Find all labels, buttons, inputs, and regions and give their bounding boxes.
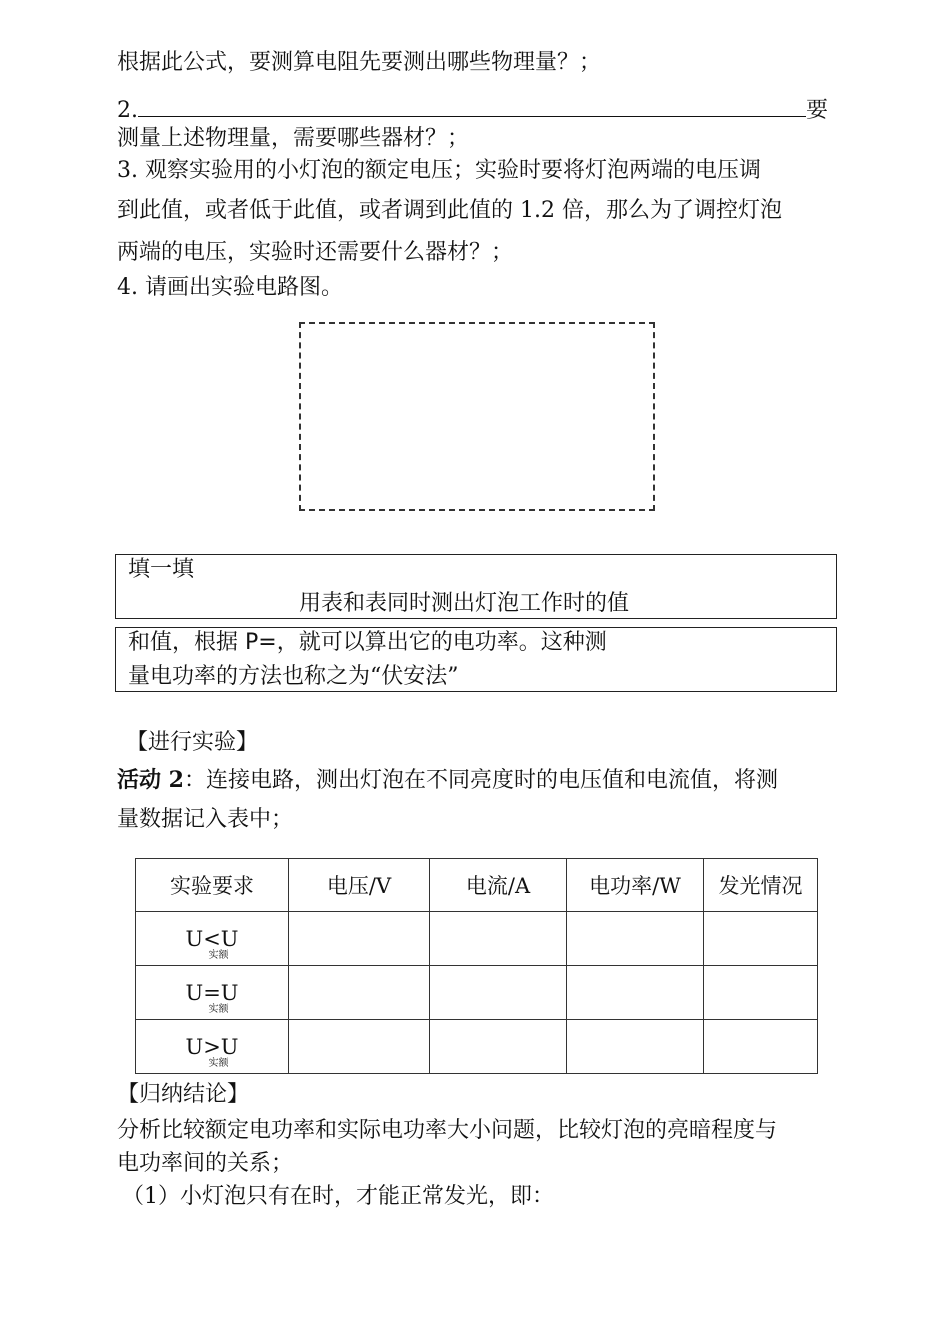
voltage-cell[interactable] [289, 966, 430, 1020]
question-3-line-1: 3. 观察实验用的小灯泡的额定电压；实验时要将灯泡两端的电压调 [117, 158, 761, 183]
activity-label: 活动 2 [117, 767, 184, 793]
question-4: 4. 请画出实验电路图。 [117, 275, 343, 300]
table-header-cell: 电流/A [430, 859, 567, 912]
question-2-text: 测量上述物理量，需要哪些器材？； [117, 126, 470, 151]
fill-box-line-2-suffix: ，就可以算出它的电功率。这种测 [276, 630, 607, 655]
question-3-line-3: 两端的电压，实验时还需要什么器材？； [117, 240, 514, 265]
condition-label: U=U [185, 980, 239, 1005]
power-formula: P= [245, 630, 277, 655]
fill-box-title: 填一填 [128, 557, 195, 582]
voltage-cell[interactable] [289, 912, 430, 966]
condition-label: U>U [185, 1034, 239, 1059]
intro-question: 根据此公式，要测算电阻先要测出哪些物理量？； [117, 50, 602, 75]
brightness-cell[interactable] [704, 912, 818, 966]
brightness-cell[interactable] [704, 966, 818, 1020]
condition-subscript: 实额 [208, 1003, 229, 1015]
circuit-drawing-box[interactable] [299, 322, 655, 511]
power-cell[interactable] [567, 912, 704, 966]
answer-blank[interactable] [138, 94, 806, 117]
power-cell[interactable] [567, 1020, 704, 1074]
question-3-line-2: 到此值，或者低于此值，或者调到此值的 1.2 倍，那么为了调控灯泡 [117, 198, 782, 223]
fill-box-line-1: 用表和表同时测出灯泡工作时的值 [299, 591, 630, 616]
brightness-cell[interactable] [704, 1020, 818, 1074]
fill-box-top [115, 554, 837, 619]
fill-box-line-3: 量电功率的方法也称之为“伏安法” [128, 664, 459, 689]
section-experiment-heading: 【进行实验】 [126, 730, 259, 755]
activity-text-1: ：连接电路，测出灯泡在不同亮度时的电压值和电流值，将测 [183, 768, 778, 793]
condition-cell [136, 966, 289, 1020]
section-conclusion-heading: 【归纳结论】 [117, 1082, 250, 1107]
condition-subscript: 实额 [208, 1057, 229, 1069]
current-cell[interactable] [430, 912, 567, 966]
condition-subscript: 实额 [208, 949, 229, 961]
table-header-cell: 发光情况 [704, 859, 818, 912]
current-cell[interactable] [430, 966, 567, 1020]
table-header-cell: 实验要求 [136, 859, 289, 912]
question-2-line [117, 94, 828, 126]
table-header-cell: 电压/V [289, 859, 430, 912]
table-row [136, 912, 818, 966]
condition-cell [136, 912, 289, 966]
table-header-row [136, 859, 818, 912]
voltage-cell[interactable] [289, 1020, 430, 1074]
data-table [135, 858, 818, 1074]
condition-cell [136, 1020, 289, 1074]
conclusion-line-1: 分析比较额定电功率和实际电功率大小问题，比较灯泡的亮暗程度与 [117, 1118, 778, 1143]
question-2-number: 2. [117, 98, 138, 123]
fill-box-bottom [115, 627, 837, 692]
condition-label: U<U [185, 926, 239, 951]
conclusion-item-1: （1）小灯泡只有在时，才能正常发光，即： [122, 1184, 554, 1209]
table-row [136, 1020, 818, 1074]
question-2-tail: 要 [806, 98, 829, 123]
table-header-cell: 电功率/W [567, 859, 704, 912]
fill-box-line-2 [128, 628, 607, 658]
activity-2-line-1 [117, 765, 778, 796]
table-row [136, 966, 818, 1020]
power-cell[interactable] [567, 966, 704, 1020]
conclusion-line-2: 电功率间的关系； [117, 1151, 294, 1176]
activity-2-line-2: 量数据记入表中； [117, 807, 294, 832]
current-cell[interactable] [430, 1020, 567, 1074]
fill-box-line-2-prefix: 和值，根据 [128, 630, 245, 655]
